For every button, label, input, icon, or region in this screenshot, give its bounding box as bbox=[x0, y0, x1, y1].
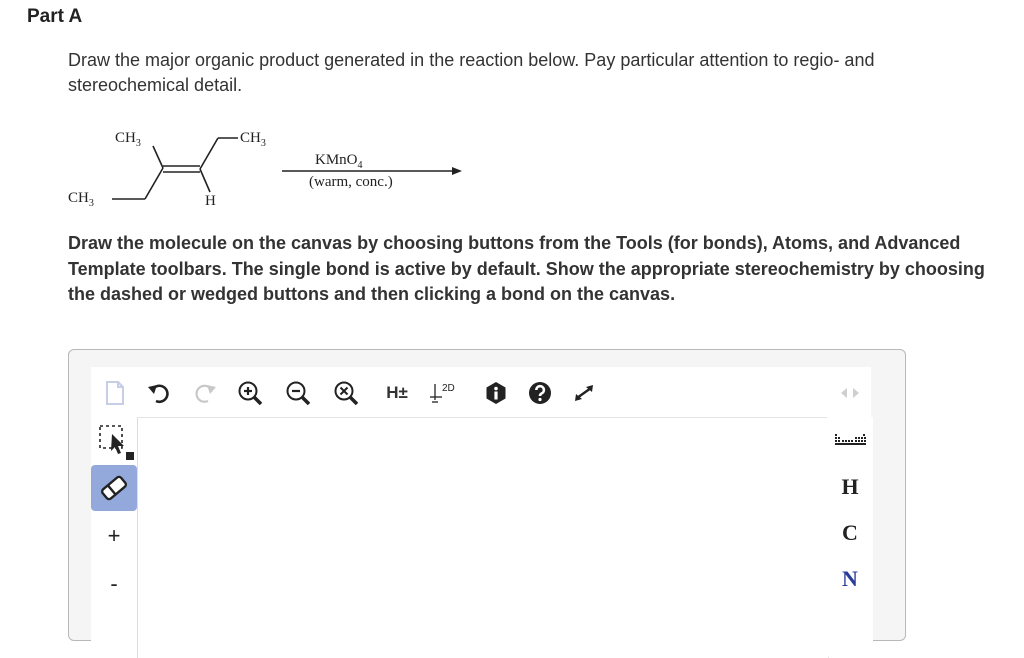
decrease-charge-button[interactable]: - bbox=[110, 571, 118, 596]
molecule-bonds bbox=[112, 138, 238, 199]
redo-icon[interactable] bbox=[191, 381, 217, 405]
increase-charge-button[interactable]: + bbox=[107, 523, 121, 548]
molecule-editor bbox=[68, 349, 906, 641]
selection-arrow-icon bbox=[94, 420, 134, 460]
toggle-hydrogens-button[interactable]: H± bbox=[386, 383, 408, 402]
ch3-top-left: $CH_3$ bbox=[115, 130, 141, 149]
atoms-toolbar bbox=[827, 417, 873, 657]
zoom-out-icon[interactable] bbox=[285, 381, 313, 405]
periodic-table-button[interactable] bbox=[827, 421, 873, 461]
periodic-table-icon bbox=[833, 430, 867, 452]
atom-c-button[interactable]: C bbox=[842, 520, 858, 545]
zoom-reset-icon[interactable] bbox=[333, 381, 361, 405]
reaction-scheme bbox=[60, 122, 480, 217]
ch3-top-right: $CH_3$ bbox=[240, 130, 266, 149]
toolbar-scroll-icon[interactable] bbox=[837, 381, 863, 405]
reaction-arrowhead bbox=[452, 167, 462, 175]
top-toolbar bbox=[91, 367, 871, 417]
conditions-label: (warm, conc.) bbox=[309, 174, 393, 190]
eraser-icon bbox=[99, 473, 129, 503]
instructions-text: Draw the molecule on the canvas by choosing buttons from the Tools (for bonds), Atoms, and Advanced Template toolbars. The single bond is active by default. Show the appropriate stereochemistry by choosing the dashed or wedged buttons and then clicking a bond on the canvas. bbox=[68, 233, 985, 304]
help-icon[interactable] bbox=[527, 381, 553, 405]
reagent-label: KMnO$_4$ bbox=[315, 152, 363, 171]
ch3-bottom-left: $CH_3$ bbox=[68, 190, 94, 209]
atom-n-button[interactable]: N bbox=[842, 566, 858, 591]
drawing-canvas[interactable] bbox=[137, 417, 829, 658]
svg-text:2D: 2D bbox=[442, 383, 455, 394]
atom-h-button[interactable]: H bbox=[841, 474, 859, 499]
info-icon[interactable] bbox=[483, 381, 509, 405]
select-tool-button[interactable] bbox=[91, 417, 137, 463]
zoom-in-icon[interactable] bbox=[237, 381, 265, 405]
tools-toolbar bbox=[91, 417, 137, 657]
eraser-tool-button[interactable] bbox=[91, 465, 137, 511]
h-bottom-right: H bbox=[205, 193, 216, 209]
new-document-icon[interactable] bbox=[103, 381, 127, 405]
fullscreen-icon[interactable] bbox=[569, 381, 599, 405]
question-text: Draw the major organic product generated in the reaction below. Pay particular attention to regio- and stereochemical detail. bbox=[68, 50, 875, 95]
part-title: Part A bbox=[27, 6, 83, 27]
undo-icon[interactable] bbox=[147, 381, 173, 405]
clean-2d-icon[interactable] bbox=[429, 381, 463, 405]
